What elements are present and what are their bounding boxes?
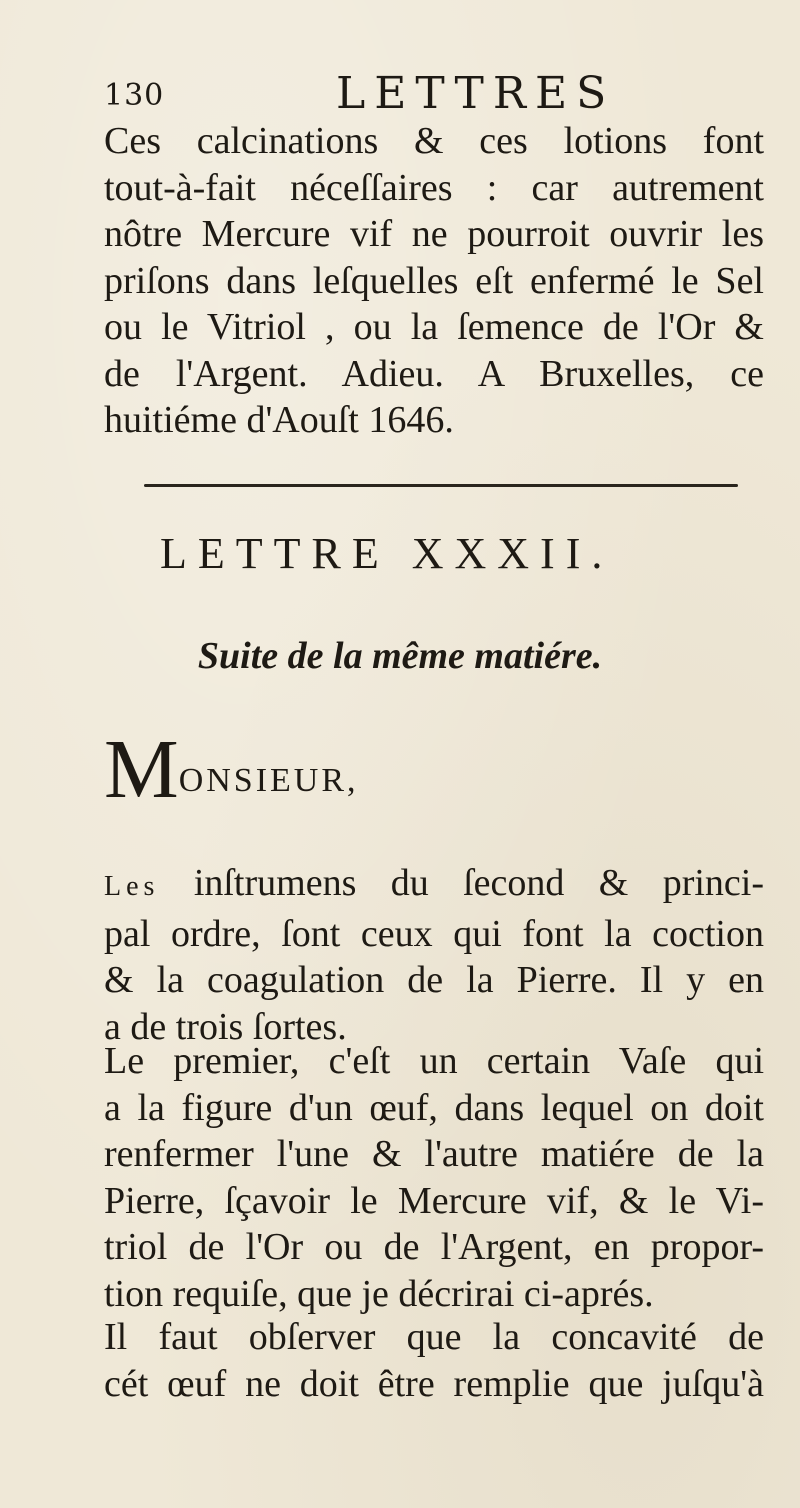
section-divider	[144, 484, 738, 487]
letter-title: LETTRE XXXII.	[160, 529, 614, 578]
page-header	[104, 68, 740, 118]
text-line: Il faut obſerver que la concavité de	[104, 1316, 764, 1358]
text-line: priſons dans leſquelles eſt enfermé le Sel	[104, 259, 764, 302]
text-line: tion requiſe, que je décrirai ci-aprés.	[104, 1272, 654, 1315]
text-line: & la coagulation de la Pierre. Il y en	[104, 959, 764, 1001]
text-line: ou le Vitriol , ou la ſemence de l'Or &	[104, 306, 764, 348]
text-line: Ces calcinations & ces lotions font	[104, 120, 764, 162]
text-line: pal ordre, ſont ceux qui font la coction	[104, 912, 764, 955]
text-line: a de trois ſortes.	[104, 1005, 347, 1048]
letter-subtitle: Suite de la même matiére.	[197, 635, 603, 677]
running-title: LETTRES	[336, 68, 616, 119]
text-line: huitiéme d'Aouſt 1646.	[104, 399, 454, 441]
paragraph-closing	[104, 118, 764, 444]
page-number: 130	[104, 78, 165, 113]
drop-initial: M	[104, 723, 179, 816]
salutation-rest: ONSIEUR,	[178, 762, 359, 799]
small-caps-lead: Les	[104, 871, 160, 902]
text-line	[104, 860, 764, 911]
paragraph-first-vessel	[104, 1038, 764, 1317]
text-line: Pierre, ſçavoir le Mercure vif, & le Vi-	[104, 1179, 764, 1222]
text-line: triol de l'Or ou de l'Argent, en propor-	[104, 1226, 764, 1268]
salutation	[104, 723, 359, 816]
text-line: de l'Argent. Adieu. A Bruxelles, ce	[104, 352, 764, 395]
text-line: cét œuf ne doit être remplie que juſqu'à	[104, 1362, 764, 1405]
text-line: renfermer l'une & l'autre matiére de la	[104, 1133, 764, 1175]
paragraph-instruments	[104, 860, 764, 1050]
text-line: nôtre Mercure vif ne pourroit ouvrir les	[104, 213, 764, 255]
paragraph-observe	[104, 1314, 764, 1407]
text-line: a la figure d'un œuf, dans lequel on doit	[104, 1086, 764, 1129]
text-line: tout-à-fait néceſſaires : car autrement	[104, 166, 764, 209]
text-fragment: inſtrumens du ſecond & princi-	[159, 862, 764, 904]
text-line: Le premier, c'eſt un certain Vaſe qui	[104, 1040, 764, 1082]
